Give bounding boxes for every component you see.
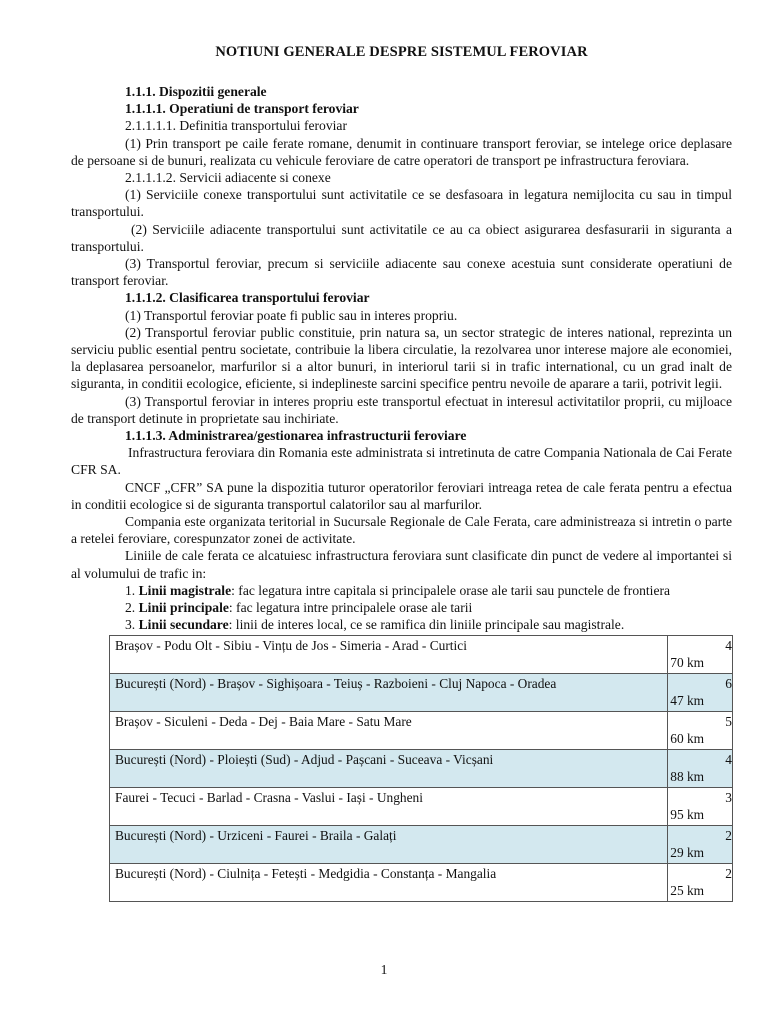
distance-km: 95 km xyxy=(670,806,705,822)
section-heading-1-1-1-1: 1.1.1.1. Operatiuni de transport feroviar xyxy=(125,101,359,117)
section-heading-1-1-1-2: 1.1.1.2. Clasificarea transportului feroviar xyxy=(125,290,370,306)
page-title: NOTIUNI GENERALE DESPRE SISTEMUL FEROVIAR xyxy=(215,44,588,60)
distance-cell xyxy=(668,787,733,825)
table-row xyxy=(110,825,733,863)
paragraph-administrare-3: Compania este organizata teritorial in Sucursale Regionale de Cale Ferata, care administreaza si intretin o parte a retelei feroviare, corespunzator zonei de activitate. xyxy=(71,514,732,547)
table-row xyxy=(110,863,733,901)
paragraph-administrare-1: Infrastructura feroviara din Romania este administrata si intretinuta de catre Compania Nationala de Cai Ferate CFR SA. xyxy=(71,445,732,478)
list-item-secundare xyxy=(71,616,732,633)
distance-cell xyxy=(668,863,733,901)
distance-digit: 2 xyxy=(725,865,732,881)
paragraph-operatiuni: (3) Transportul feroviar, precum si serviciile adiacente sau conexe acestuia sunt considerate operatiuni de transport feroviar. xyxy=(71,256,732,289)
table-row xyxy=(110,749,733,787)
list-item-description: : fac legatura intre capitala si principalele orase ale tarii sau punctele de frontiera xyxy=(231,582,671,598)
list-item-number: 1. xyxy=(125,582,136,598)
paragraph-servicii-adiacente: (2) Serviciile adiacente transportului sunt activitatile ce au ca obiect asigurarea desfasurarii in siguranta a transportului. xyxy=(71,221,732,254)
distance-cell xyxy=(668,749,733,787)
distance-digit: 4 xyxy=(725,751,732,767)
section-heading-1-1-1: 1.1.1. Dispozitii generale xyxy=(125,84,267,99)
route-cell: Brașov - Podu Olt - Sibiu - Vințu de Jos - Simeria - Arad - Curtici xyxy=(110,635,668,673)
route-cell: București (Nord) - Brașov - Sighișoara - Teiuș - Razboieni - Cluj Napoca - Oradea xyxy=(110,673,668,711)
routes-table xyxy=(109,635,733,902)
list-item-description: : fac legatura intre principalele orase ale tarii xyxy=(228,600,473,616)
paragraph-administrare-4: Liniile de cale ferata ce alcatuiesc infrastructura feroviara sunt clasificate din punct de vedere al importantei si al volumului de trafic in: xyxy=(71,548,732,581)
paragraph-administrare-2: CNCF „CFR” SA pune la dispozitia tuturor operatorilor feroviari intreaga retea de cale ferata pentru a efectua in conditii ecologice si de siguranta transportul calatorilor sau al marfurilor. xyxy=(71,479,732,512)
list-item-description: : linii de interes local, ce se ramifica din liniile principale sau magistrale. xyxy=(228,617,625,633)
subsection-heading-servicii: 2.1.1.1.2. Servicii adiacente si conexe xyxy=(125,170,331,186)
table-row xyxy=(110,787,733,825)
route-cell: București (Nord) - Ploiești (Sud) - Adjud - Pașcani - Suceava - Vicșani xyxy=(110,749,668,787)
document-body xyxy=(71,83,732,634)
list-item-term: Linii principale xyxy=(138,600,229,616)
distance-digit: 4 xyxy=(725,637,732,653)
distance-km: 60 km xyxy=(670,730,705,746)
paragraph-clasificare-1: (1) Transportul feroviar poate fi public sau in interes propriu. xyxy=(125,307,458,323)
distance-cell xyxy=(668,825,733,863)
list-item-term: Linii magistrale xyxy=(138,582,232,598)
distance-digit: 5 xyxy=(725,713,732,729)
route-cell: Brașov - Siculeni - Deda - Dej - Baia Mare - Satu Mare xyxy=(110,711,668,749)
list-item-term: Linii secundare xyxy=(138,617,229,633)
route-cell: Faurei - Tecuci - Barlad - Crasna - Vaslui - Iași - Ungheni xyxy=(110,787,668,825)
distance-cell xyxy=(668,711,733,749)
list-item-number: 3. xyxy=(125,617,136,633)
document-page xyxy=(71,44,732,902)
table-row xyxy=(110,635,733,673)
distance-digit: 2 xyxy=(725,827,732,843)
route-cell: București (Nord) - Ciulnița - Fetești - Medgidia - Constanța - Mangalia xyxy=(110,863,668,901)
distance-cell xyxy=(668,673,733,711)
distance-cell xyxy=(668,635,733,673)
table-row xyxy=(110,673,733,711)
distance-km: 29 km xyxy=(670,844,705,860)
paragraph-clasificare-3: (3) Transportul feroviar in interes propriu este transportul efectuat in interesul activitatilor proprii, cu mijloace de transport detinute in proprietate sau inchiriate. xyxy=(71,393,732,426)
distance-km: 70 km xyxy=(670,654,705,670)
list-item-magistrale xyxy=(71,582,732,599)
distance-km: 25 km xyxy=(670,882,705,898)
paragraph-servicii-conexe: (1) Serviciile conexe transportului sunt activitatile ce se desfasoara in legatura nemijlocita cu sau in timpul transportului. xyxy=(71,187,732,220)
page-number: 1 xyxy=(380,962,388,977)
route-cell: București (Nord) - Urziceni - Faurei - Braila - Galați xyxy=(110,825,668,863)
distance-km: 47 km xyxy=(670,692,705,708)
table-row xyxy=(110,711,733,749)
distance-digit: 6 xyxy=(725,675,732,691)
list-item-principale xyxy=(71,599,732,616)
distance-digit: 3 xyxy=(725,789,732,805)
paragraph-definitie: (1) Prin transport pe caile ferate romane, denumit in continuare transport feroviar, se intelege orice deplasare de persoane si de bunuri, realizata cu vehicule feroviare de catre operatori de transport pe infrastructura feroviara. xyxy=(71,135,732,168)
subsection-heading-definitie: 2.1.1.1.1. Definitia transportului feroviar xyxy=(125,118,347,134)
paragraph-clasificare-2: (2) Transportul feroviar public constituie, prin natura sa, un sector strategic de interes national, reprezinta un serviciu public esential pentru societate, contribuie la libera circulatie, la rezolvarea unor interese majore ale economiei, la deplasarea persoanelor, marfurilor si a altor bunuri, in interiorul tarii si in trafic international, cu un grad inalt de siguranta, in conditii ecologice, eficiente, si indeplineste sarcini specifice pentru nevoile de aparare a tarii, potrivit legii. xyxy=(71,324,732,392)
distance-km: 88 km xyxy=(670,768,705,784)
section-heading-1-1-1-3: 1.1.1.3. Administrarea/gestionarea infrastructurii feroviare xyxy=(125,428,467,444)
list-item-number: 2. xyxy=(125,600,136,616)
